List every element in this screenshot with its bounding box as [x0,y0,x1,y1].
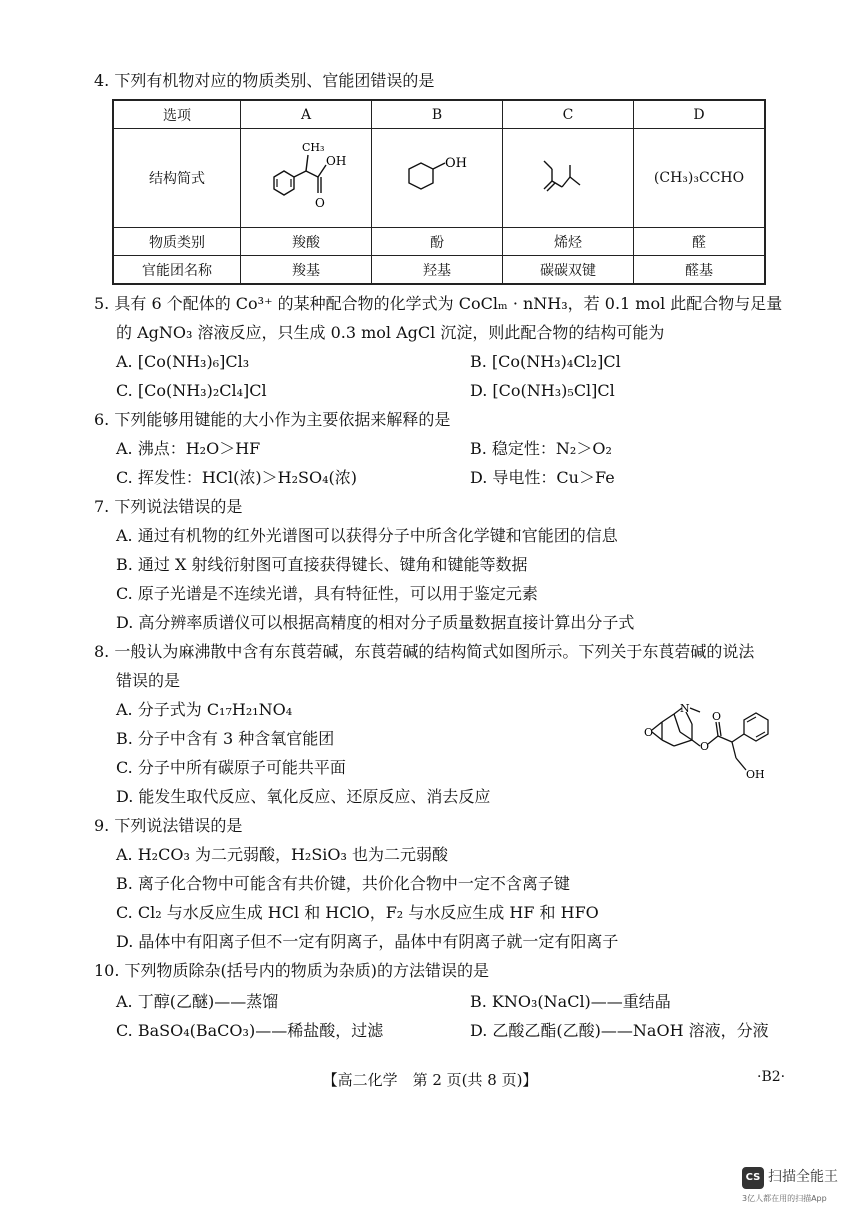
q9-option-b: B. 离子化合物中可能含有共价键，共价化合物中一定不含离子键 [116,874,570,893]
option-a-header: A [241,100,372,129]
q10-option-c: C. BaSO₄(BaCO₃)——稀盐酸，过滤 [116,1021,384,1040]
structure-c [503,129,634,228]
category-a: 羧酸 [241,228,372,256]
option-c-header: C [503,100,634,129]
structure-c-drawing [508,131,628,221]
q8-option-c: C. 分子中所有碳原子可能共平面 [116,758,346,777]
carbonyl-o-label: O [712,710,722,723]
q5-option-d: D. [Co(NH₃)₅Cl]Cl [470,381,615,400]
structure-a-drawing [246,131,366,221]
q8-stem-2: 错误的是 [116,671,181,690]
q5-option-c: C. [Co(NH₃)₂Cl₄]Cl [116,381,267,400]
scanner-app-name: 扫描全能王 [768,1169,838,1185]
q10-option-b: B. KNO₃(NaCl)——重结晶 [470,992,671,1011]
row-header-group: 官能团名称 [113,256,241,285]
q9-option-d: D. 晶体中有阳离子但不一定有阴离子，晶体中有阴离子就一定有阳离子 [116,932,619,951]
row-header-structure: 结构简式 [113,129,241,228]
q6-option-c: C. 挥发性：HCl(浓)＞H₂SO₄(浓) [116,468,357,487]
q8-option-b: B. 分子中含有 3 种含氧官能团 [116,729,335,748]
group-d: 醛基 [634,256,766,285]
category-d: 醛 [634,228,766,256]
ester-o-label: O [700,740,710,753]
oh-label-b: OH [445,156,467,171]
q7-option-d: D. 高分辨率质谱仪可以根据高精度的相对分子质量数据直接计算出分子式 [116,613,635,632]
q7-option-a: A. 通过有机物的红外光谱图可以获得分子中所含化学键和官能团的信息 [116,526,618,545]
group-b: 羟基 [372,256,503,285]
q7-option-c: C. 原子光谱是不连续光谱，具有特征性，可以用于鉴定元素 [116,584,538,603]
row-header-category: 物质类别 [113,228,241,256]
category-b: 酚 [372,228,503,256]
q9-stem: 9. 下列说法错误的是 [94,816,243,835]
q6-option-b: B. 稳定性：N₂＞O₂ [470,439,612,458]
q4-table [112,99,766,285]
o-label: O [315,196,325,210]
group-a: 羧基 [241,256,372,285]
q10-stem: 10. 下列物质除杂(括号内的物质为杂质)的方法错误的是 [94,961,490,980]
scanner-logo-icon: CS [742,1167,764,1189]
q9-option-a: A. H₂CO₃ 为二元弱酸，H₂SiO₃ 也为二元弱酸 [116,845,449,864]
q5-stem-1: 5. 具有 6 个配体的 Co³⁺ 的某种配合物的化学式为 CoClₘ · nNH₃，若 0.1 mol 此配合物与足量 [94,294,783,313]
group-c: 碳碳双键 [503,256,634,285]
q5-stem-2: 的 AgNO₃ 溶液反应，只生成 0.3 mol AgCl 沉淀，则此配合物的结构可能为 [116,323,665,342]
ch3-label: CH₃ [302,141,325,154]
hydroxyl-oh-label: OH [746,768,765,781]
category-c: 烯烃 [503,228,634,256]
q10-option-a: A. 丁醇(乙醚)——蒸馏 [116,992,279,1011]
q8-option-a: A. 分子式为 C₁₇H₂₁NO₄ [116,700,293,719]
option-b-header: B [372,100,503,129]
q9-option-c: C. Cl₂ 与水反应生成 HCl 和 HClO，F₂ 与水反应生成 HF 和 HFO [116,903,599,922]
q8-option-d: D. 能发生取代反应、氧化反应、还原反应、消去反应 [116,787,491,806]
q5-option-b: B. [Co(NH₃)₄Cl₂]Cl [470,352,621,371]
scanner-app-slogan: 3亿人都在用的扫描App [742,1194,827,1203]
q7-stem: 7. 下列说法错误的是 [94,497,243,516]
q4-stem: 4. 下列有机物对应的物质类别、官能团错误的是 [94,71,435,90]
structure-b [372,129,503,228]
structure-a [241,129,372,228]
row-header-option: 选项 [113,100,241,129]
option-d-header: D [634,100,766,129]
q6-stem: 6. 下列能够用键能的大小作为主要依据来解释的是 [94,410,451,429]
q8-stem-1: 8. 一般认为麻沸散中含有东莨菪碱，东莨菪碱的结构简式如图所示。下列关于东莨菪碱的说法 [94,642,755,661]
q10-option-d: D. 乙酸乙酯(乙酸)——NaOH 溶液，分液 [470,1021,769,1040]
page-footer: 【高二化学 第 2 页(共 8 页)】 [322,1071,538,1089]
q6-option-a: A. 沸点：H₂O＞HF [116,439,261,458]
q6-option-d: D. 导电性：Cu＞Fe [470,468,615,487]
page-code: ·B2· [757,1069,786,1085]
scopolamine-structure [640,700,790,792]
oh-label: OH [326,154,347,168]
q5-option-a: A. [Co(NH₃)₆]Cl₃ [116,352,250,371]
structure-d: (CH₃)₃CCHO [634,129,766,228]
n-label: N [680,702,690,715]
epoxide-o-label: O [644,726,654,739]
structure-b-drawing [377,131,497,221]
q7-option-b: B. 通过 X 射线衍射图可直接获得键长、键角和键能等数据 [116,555,528,574]
